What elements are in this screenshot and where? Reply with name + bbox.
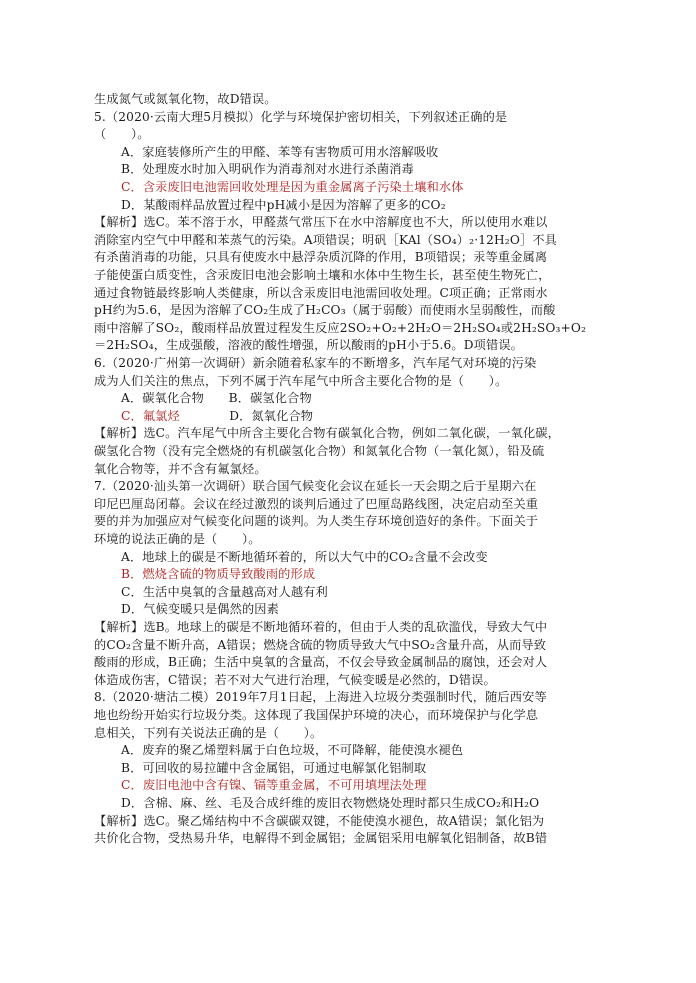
text-line: 要的并为加强应对气候变化问题的谈判。为人类生存环境创造好的条件。下面关于: [94, 514, 539, 529]
text-line: C．含汞废旧电池需回收处理是因为重金属离子污染土壤和水体: [121, 180, 464, 194]
text-line: B．可回收的易拉罐中含金属铝，可通过电解氯化铝制取: [121, 760, 427, 775]
text-line: 子能使蛋白质变性，含汞废旧电池会影响土壤和水体中生物生长，甚至使生物死亡，: [94, 268, 551, 282]
text-line: 环境的说法正确的是（ ）。: [94, 532, 261, 546]
text-line: 地也纷纷开始实行垃圾分类。这体现了我国保护环境的决心，而环境保护与化学息: [94, 708, 539, 722]
text-line: 碳氢化合物（没有完全燃烧的有机碳氢化合物）和氮氧化合物（一氧化氮），铅及硫: [94, 444, 545, 458]
option-c-correct: C．氟氯烃: [121, 408, 180, 423]
text-line: 【解析】选C。聚乙烯结构中不含碳碳双键，不能使溴水褪色，故A错误；氯化铝为: [94, 813, 545, 828]
text-line: 共价化合物，受热易升华，电解得不到金属铝；金属铝采用电解氧化铝制备，故B错: [94, 831, 548, 846]
text-line: ＝2H₂SO₄，生成强酸，溶液的酸性增强，所以酸雨的pH小于5.6。D项错误。: [94, 338, 523, 353]
text-line: 生成氮气或氮氧化物，故D错误。: [94, 92, 277, 106]
text-line: 体造成伤害，C错误；若不对大气进行治理，气候变暖是必然的，D错误。: [94, 672, 496, 687]
text-line: 的CO₂含量不断升高，A错误；燃烧含硫的物质导致大气中SO₂含量升高，从而导致: [94, 637, 547, 652]
text-line: B．处理废水时加入明矾作为消毒剂对水进行杀菌消毒: [121, 162, 414, 177]
text-line: C．生活中臭氧的含量越高对人越有利: [121, 584, 328, 599]
text-line: A．家庭装修所产生的甲醛、苯等有害物质可用水溶解吸收: [121, 144, 439, 159]
text-line: 成为人们关注的焦点，下列不属于汽车尾气中所含主要化合物的是（ ）。: [94, 373, 508, 388]
text-line: C．废旧电池中含有镍、镉等重金属，不可用填埋法处理: [121, 778, 427, 793]
text-line: 8.（2020·塘沽二模）2019年7月1日起，上海进入垃圾分类强制时代，随后西安等: [94, 690, 547, 705]
text-line: 消除室内空气中甲醛和苯蒸气的污染。A项错误；明矾［KAl（SO₄）₂·12H₂O］不具: [94, 232, 557, 247]
text-line: 氧化合物等，并不含有氟氯烃。: [94, 461, 267, 476]
text-line: 7.（2020·汕头第一次调研）联合国气候变化会议在延长一天会期之后于星期六在: [94, 479, 537, 494]
text-line: D．气候变暖只是偶然的因素: [121, 602, 279, 617]
text-line: 【解析】选C。汽车尾气中所含主要化合物有碳氧化合物，例如二氧化碳，一氧化碳，: [94, 426, 560, 441]
text-line: 雨中溶解了SO₂，酸雨样品放置过程发生反应2SO₂+O₂+2H₂O＝2H₂SO₄或2H₂SO₃+O₂: [94, 320, 587, 335]
text-line: 有杀菌消毒的功能，只具有使废水中悬浮杂质沉降的作用，B项错误；汞等重金属离: [94, 250, 548, 265]
text-line: pH约为5.6，是因为溶解了CO₂生成了H₂CO₃（属于弱酸）而使雨水呈弱酸性，而酸: [94, 303, 556, 318]
text-line: A．废弃的聚乙烯塑料属于白色垃圾，不可降解，能使溴水褪色: [121, 743, 464, 758]
text-line: B．燃烧含硫的物质导致酸雨的形成: [121, 567, 316, 582]
text-line: D．某酸雨样品放置过程中pH减小是因为溶解了更多的CO₂: [121, 197, 446, 212]
text-line: 印尼巴厘岛闭幕。会议在经过激烈的谈判后通过了巴厘岛路线图，决定启动至关重: [94, 496, 539, 511]
text-line: （ ）。: [94, 127, 150, 142]
text-line: D．含棉、麻、丝、毛及合成纤维的废旧衣物燃烧处理时都只生成CO₂和H₂O: [121, 796, 540, 810]
text-line: 息相关，下列有关说法正确的是（ ）。: [94, 725, 323, 740]
text-line: 酸雨的形成，B正确；生活中臭氧的含量高，不仅会导致金属制品的腐蚀，还会对人: [94, 655, 548, 670]
option-d: D．氮氧化合物: [229, 408, 314, 423]
text-line: 6.（2020·广州第一次调研）新余随着私家车的不断增多，汽车尾气对环境的污染: [94, 356, 537, 370]
text-line: 通过食物链最终影响人类健康，所以含汞废旧电池需回收处理。C项正确；正常雨水: [94, 285, 548, 300]
option-gap: [180, 409, 229, 423]
text-line: 【解析】选C。苯不溶于水，甲醛蒸气常压下在水中溶解度也不大，所以使用水难以: [94, 215, 548, 230]
text-line: A．碳氧化合物 B．碳氢化合物: [121, 391, 312, 406]
text-line: A．地球上的碳是不断地循环着的，所以大气中的CO₂含量不会改变: [121, 549, 488, 564]
text-line: [121, 408, 313, 425]
text-line: 【解析】选B。地球上的碳是不断地循环着的，但由于人类的乱砍滥伐，导致大气中: [94, 620, 548, 634]
text-line: 5.（2020·云南大理5月模拟）化学与环境保护密切相关，下列叙述正确的是: [94, 109, 508, 124]
